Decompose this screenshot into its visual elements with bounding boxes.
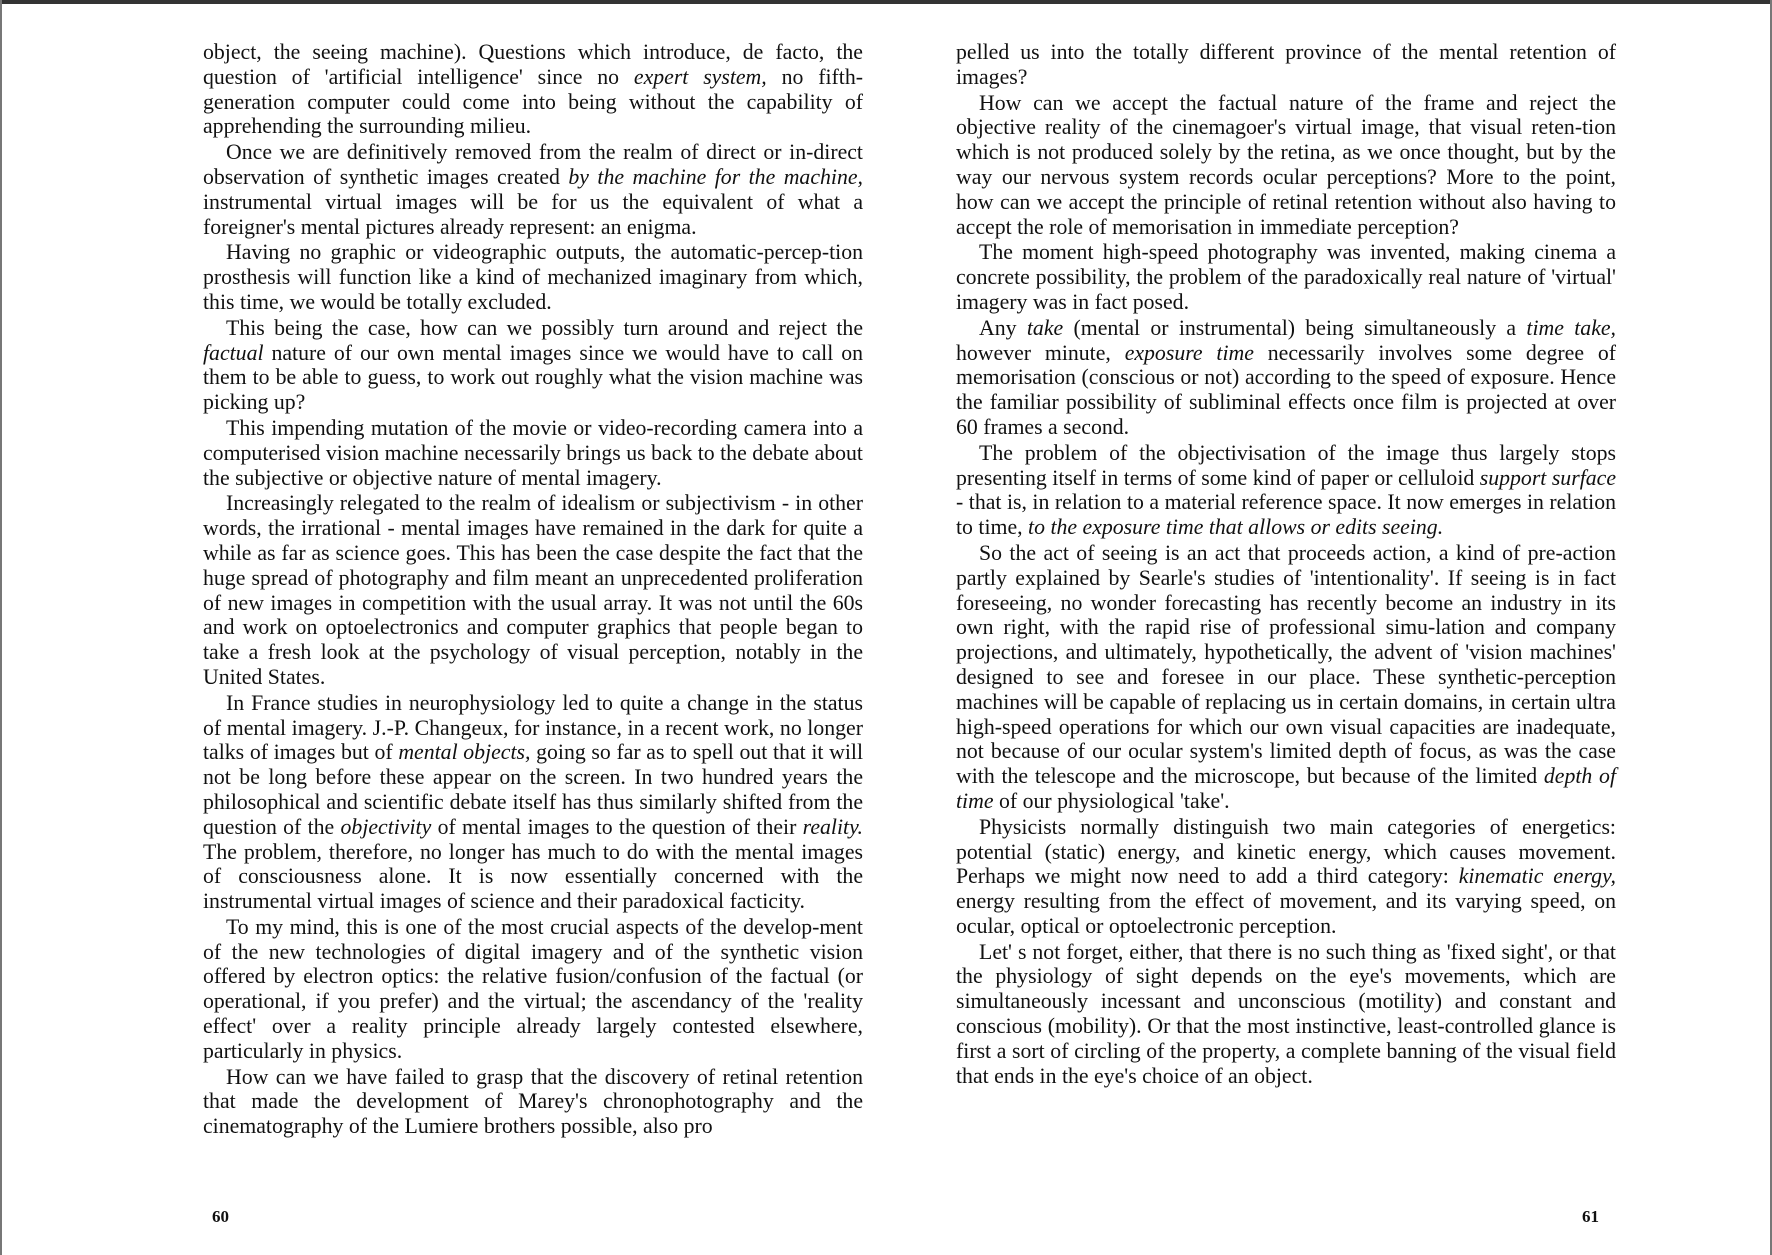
- italic-text: time take,: [1526, 315, 1616, 340]
- text-run: energy resulting from the effect of movement, and its varying speed, on ocular, optical or optoelectronic perception.: [956, 889, 1616, 938]
- paragraph: [203, 691, 863, 914]
- text-run: To my mind, this is one of the most crucial aspects of the develop-ment of the new technologies of digital imagery and of the synthetic vision offered by electron optics: the relative fusion/confusion of the factual (or operational, if you prefer) and the virtual; the ascendancy of the 'reality effect' over a reality principle already largely contested elsewhere, particularly in physics.: [203, 914, 863, 1063]
- text-run: object, the seeing machine). Questions which introduce, de facto, the question of 'artificial intelligence' since no: [203, 40, 863, 89]
- text-run: - that is, in relation to a material reference space. It now emerges in relation to time,: [956, 490, 1616, 540]
- text-run: How can we accept the factual nature of the frame and reject the objective reality of the cinemagoer's virtual image, that visual reten-tion which is not produced solely by the retina, as we once thought, but by the way our nervous system records ocular perceptions? More to the point, how can we accept the principle of retinal retention without also having to accept the role of memorisation in immediate perception?: [956, 90, 1616, 239]
- italic-text: mental objects,: [398, 740, 531, 765]
- text-run: Increasingly relegated to the realm of idealism or subjectivism - in other words, the irrational - mental images have remained in the dark for quite a while as far as science goes. This has been the case despite the fact that the huge spread of photography and film meant an unprecedented proliferation of new images in competition with the usual array. It was not until the 60s and work on optoelectronics and computer graphics that people began to take a fresh look at the psychology of visual perception, notably in the United States.: [203, 491, 863, 689]
- text-run: Physicists normally distinguish two main categories of energetics: potential (static) energy, and kinetic energy, which causes movement. Perhaps we might now need to add a third category:: [956, 814, 1616, 889]
- paragraph: [956, 40, 1616, 90]
- text-run: pelled us into the totally different province of the mental retention of images?: [956, 40, 1616, 89]
- text-run: Let' s not forget, either, that there is no such thing as 'fixed sight', or that the physiology of sight depends on the eye's movements, which are simultaneously incessant and unconscious (motility) and constant and conscious (mobility). Or that the most instinctive, least-controlled glance is first a sort of circling of the property, a complete banning of the visual field that ends in the eye's choice of an object.: [956, 939, 1616, 1088]
- italic-text: objectivity: [340, 814, 432, 839]
- paragraph: [203, 416, 863, 490]
- paragraph: [956, 316, 1616, 440]
- text-run: of mental images to the question of their: [431, 814, 803, 839]
- italic-text: support surface: [1479, 465, 1616, 490]
- paragraph: [956, 541, 1616, 814]
- text-run: necessarily involves some degree of memorisation (conscious or not) according to the speed of exposure. Hence the familiar possibility of subliminal effects once film is projected at over 60 frames a second.: [956, 340, 1616, 439]
- left-border: [0, 0, 2, 1255]
- italic-text: exposure time: [1124, 340, 1254, 365]
- text-run: The problem of the objectivisation of the image thus largely stops presenting itself in terms of some kind of paper or celluloid: [956, 440, 1616, 490]
- text-run: The moment high-speed photography was invented, making cinema a concrete possibility, the problem of the paradoxically real nature of 'virtual' imagery was in fact posed.: [956, 240, 1616, 314]
- text-run: The problem, therefore, no longer has much to do with the mental images of consciousness alone. It is now essentially concerned with the instrumental virtual images of science and their paradoxical facticity.: [203, 839, 863, 914]
- text-run: This being the case, how can we possibly turn around and reject the: [226, 315, 863, 340]
- paragraph: [203, 240, 863, 314]
- left-page-text: [203, 40, 863, 1140]
- paragraph: [203, 1065, 863, 1139]
- paragraph: [203, 915, 863, 1064]
- paragraph: [956, 240, 1616, 314]
- top-border: [0, 0, 1772, 4]
- paragraph: [203, 140, 863, 239]
- paragraph: [956, 815, 1616, 939]
- text-run: Once we are definitively removed from the realm of direct or in-direct observation of synthetic images created: [203, 140, 863, 189]
- text-run: So the act of seeing is an act that proceeds action, a kind of pre-action partly explained by Searle's studies of 'intentionality'. If seeing is in fact foreseeing, no wonder forecasting has recently become an industry in its own right, with the rapid rise of professional simu-lation and company projections, and ultimately, hypothetically, the advent of 'vision machines' designed to see and foresee in our place. These synthetic-perception machines will be capable of replacing us in certain domains, in certain ultra high-speed operations for which our own visual capacities are inadequate, not because of our ocular system's limited depth of focus, as was the case with the telescope and the microscope, but because of the limited: [956, 540, 1616, 789]
- text-run: no fifth-generation computer could come into being without the capability of apprehending the surrounding milieu.: [203, 64, 863, 139]
- paragraph: [956, 441, 1616, 540]
- text-run: going so far as to spell out that it will not be long before these appear on the screen. In two hundred years the philosophical and scientific debate itself has thus similarly shifted from the question of the: [203, 740, 863, 839]
- paragraph: [956, 940, 1616, 1089]
- text-run: instrumental virtual images will be for us the equivalent of what a foreigner's mental pictures already represent: an enigma.: [203, 189, 863, 239]
- text-run: This impending mutation of the movie or video-recording camera into a computerised vision machine necessarily brings us back to the debate about the subjective or objective nature of mental imagery.: [203, 415, 863, 490]
- right-page-text: [956, 40, 1616, 1089]
- paragraph: [203, 40, 863, 139]
- text-run: In France studies in neurophysiology led to quite a change in the status of mental imagery. J.-P. Changeux, for instance, in a recent work, no longer talks of images but of: [203, 690, 863, 765]
- text-run: nature of our own mental images since we would have to call on them to be able to guess, to work out roughly what the vision machine was picking up?: [203, 340, 863, 415]
- text-run: (mental or instrumental) being simultaneously a: [1063, 315, 1527, 340]
- text-run: however minute,: [956, 340, 1125, 365]
- italic-text: to the exposure time that allows or edits seeing.: [1028, 515, 1444, 540]
- italic-text: depth of time: [956, 764, 1616, 813]
- italic-text: reality.: [802, 814, 863, 839]
- paragraph: [956, 91, 1616, 240]
- text-run: How can we have failed to grasp that the discovery of retinal retention that made the development of Marey's chronophotography and the cinematography of the Lumiere brothers possible, also pro: [203, 1064, 863, 1139]
- page-number-right: 61: [1582, 1207, 1599, 1226]
- paragraph: [203, 491, 863, 689]
- paragraph: [203, 316, 863, 415]
- text-run: Any: [979, 315, 1027, 340]
- page-number-left: 60: [212, 1207, 229, 1226]
- italic-text: expert system,: [633, 64, 767, 89]
- italic-text: by the machine for the machine,: [568, 164, 863, 189]
- italic-text: take: [1026, 315, 1064, 340]
- italic-text: kinematic energy,: [1458, 864, 1616, 889]
- text-run: of our physiological 'take'.: [993, 788, 1230, 813]
- italic-text: factual: [203, 340, 264, 365]
- text-run: Having no graphic or videographic outputs, the automatic-percep-tion prosthesis will function like a kind of mechanized imaginary from which, this time, we would be totally excluded.: [203, 240, 863, 314]
